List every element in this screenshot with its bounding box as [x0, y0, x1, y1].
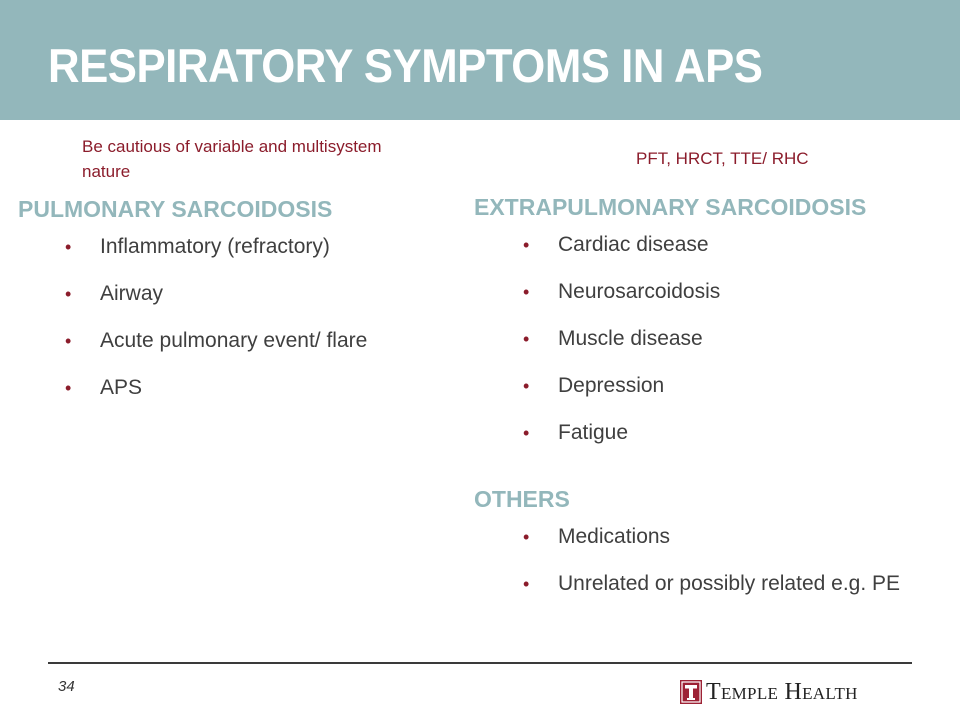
list-item	[523, 373, 720, 420]
list-item	[65, 234, 367, 281]
others-heading: OTHERS	[474, 486, 570, 512]
bullet-icon: •	[65, 331, 72, 351]
bullet-icon: •	[523, 376, 530, 396]
list-item	[523, 326, 720, 373]
list-item	[523, 232, 720, 279]
bullet-icon: •	[523, 423, 530, 443]
title-band	[0, 0, 960, 120]
bullet-icon: •	[65, 378, 72, 398]
list-item-text: Acute pulmonary event/ flare	[100, 329, 368, 352]
bullet-icon: •	[523, 527, 530, 547]
caution-note: Be cautious of variable and multisystem nature	[82, 137, 382, 181]
list-item-text: Cardiac disease	[558, 233, 709, 256]
temple-health-logo	[680, 679, 858, 705]
bullet-icon: •	[523, 329, 530, 349]
list-item-text: Medications	[558, 525, 671, 548]
bullet-icon: •	[523, 282, 530, 302]
bullet-icon: •	[523, 235, 530, 255]
list-item	[523, 420, 720, 467]
tests-note: PFT, HRCT, TTE/ RHC	[636, 149, 809, 168]
list-item	[65, 281, 367, 328]
list-item	[523, 524, 900, 571]
list-item-text: Depression	[558, 374, 665, 397]
others-list	[523, 524, 901, 618]
bullet-icon: •	[65, 237, 72, 257]
slide-title: RESPIRATORY SYMPTOMS IN APS	[48, 39, 763, 92]
pulmonary-list	[65, 234, 368, 422]
list-item-text: APS	[100, 376, 143, 399]
list-item-text: Unrelated or possibly related e.g. PE	[558, 572, 901, 595]
page-number: 34	[58, 678, 75, 695]
bullet-icon: •	[523, 574, 530, 594]
list-item-text: Muscle disease	[558, 327, 703, 350]
list-item-text: Fatigue	[558, 421, 629, 444]
footer-divider	[48, 662, 912, 664]
list-item	[523, 279, 721, 326]
list-item-text: Neurosarcoidosis	[558, 280, 721, 303]
list-item	[65, 328, 368, 375]
logo-wordmark: Temple Health	[706, 679, 858, 705]
list-item-text: Inflammatory (refractory)	[100, 235, 330, 258]
extrapulmonary-heading: EXTRAPULMONARY SARCOIDOSIS	[474, 194, 867, 220]
extrapulmonary-list	[523, 232, 721, 467]
list-item	[523, 571, 901, 618]
temple-t-logo-icon	[680, 680, 702, 704]
pulmonary-heading: PULMONARY SARCOIDOSIS	[18, 196, 333, 222]
list-item	[65, 375, 367, 422]
bullet-icon: •	[65, 284, 72, 304]
list-item-text: Airway	[100, 282, 164, 305]
